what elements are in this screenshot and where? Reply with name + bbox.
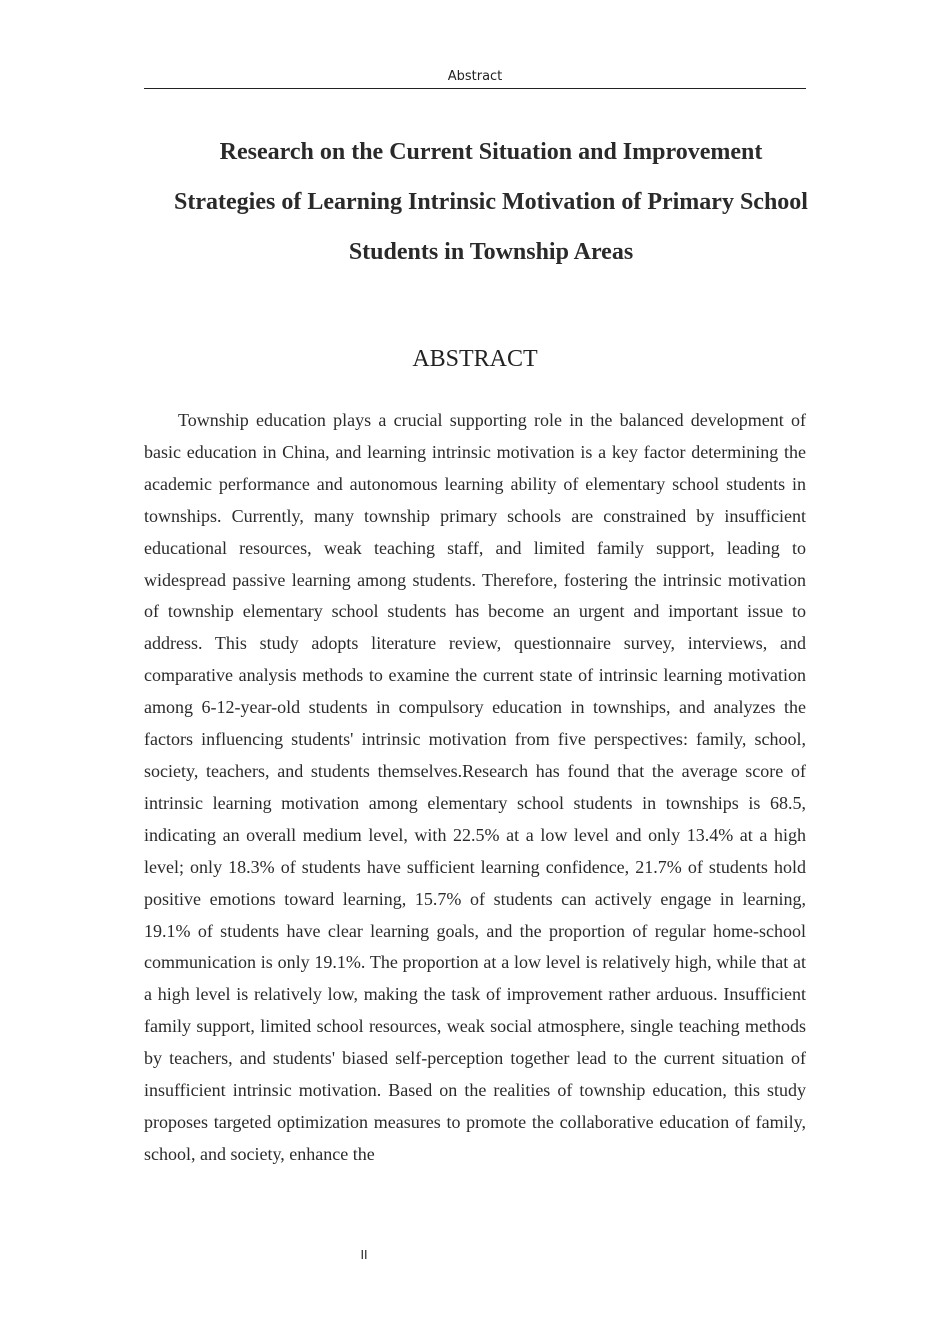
- thesis-title: Research on the Current Situation and Improvement Strategies of Learning Intrinsic Motivation of Primary School Students in Township Areas: [174, 139, 808, 265]
- abstract-heading: ABSTRACT: [412, 346, 538, 372]
- header-divider: [144, 88, 806, 89]
- page-number: II: [360, 1248, 368, 1262]
- running-header: Abstract: [447, 69, 503, 84]
- abstract-body-paragraph: Township education plays a crucial supporting role in the balanced development of basic education in China, and learning intrinsic motivation is a key factor determining the academic performance and autonomous learning ability of elementary school students in townships. Currently, many township primary schools are constrained by insufficient educational resources, weak teaching staff, and limited family support, leading to widespread passive learning among students. Therefore, fostering the intrinsic motivation of township elementary school students has become an urgent and important issue to address. This study adopts literature review, questionnaire survey, interviews, and comparative analysis methods to examine the current state of intrinsic learning motivation among 6-12-year-old students in compulsory education in townships, and analyzes the factors influencing students' intrinsic motivation from five perspectives: family, school, society, teachers, and students themselves.Research has found that the average score of intrinsic learning motivation among elementary school students in townships is 68.5, indicating an overall medium level, with 22.5% at a low level and only 13.4% at a high level; only 18.3% of students have sufficient learning confidence, 21.7% of students hold positive emotions toward learning, 15.7% of students can actively engage in learning, 19.1% of students have clear learning goals, and the proportion of regular home-school communication is only 19.1%. The proportion at a low level is relatively high, while that at a high level is relatively low, making the task of improvement rather arduous. Insufficient family support, limited school resources, weak social atmosphere, single teaching methods by teachers, and students' biased self-perception together lead to the current situation of insufficient intrinsic motivation. Based on the realities of township education, this study proposes targeted optimization measures to promote the collaborative education of family, school, and society, enhance the: [144, 410, 806, 1164]
